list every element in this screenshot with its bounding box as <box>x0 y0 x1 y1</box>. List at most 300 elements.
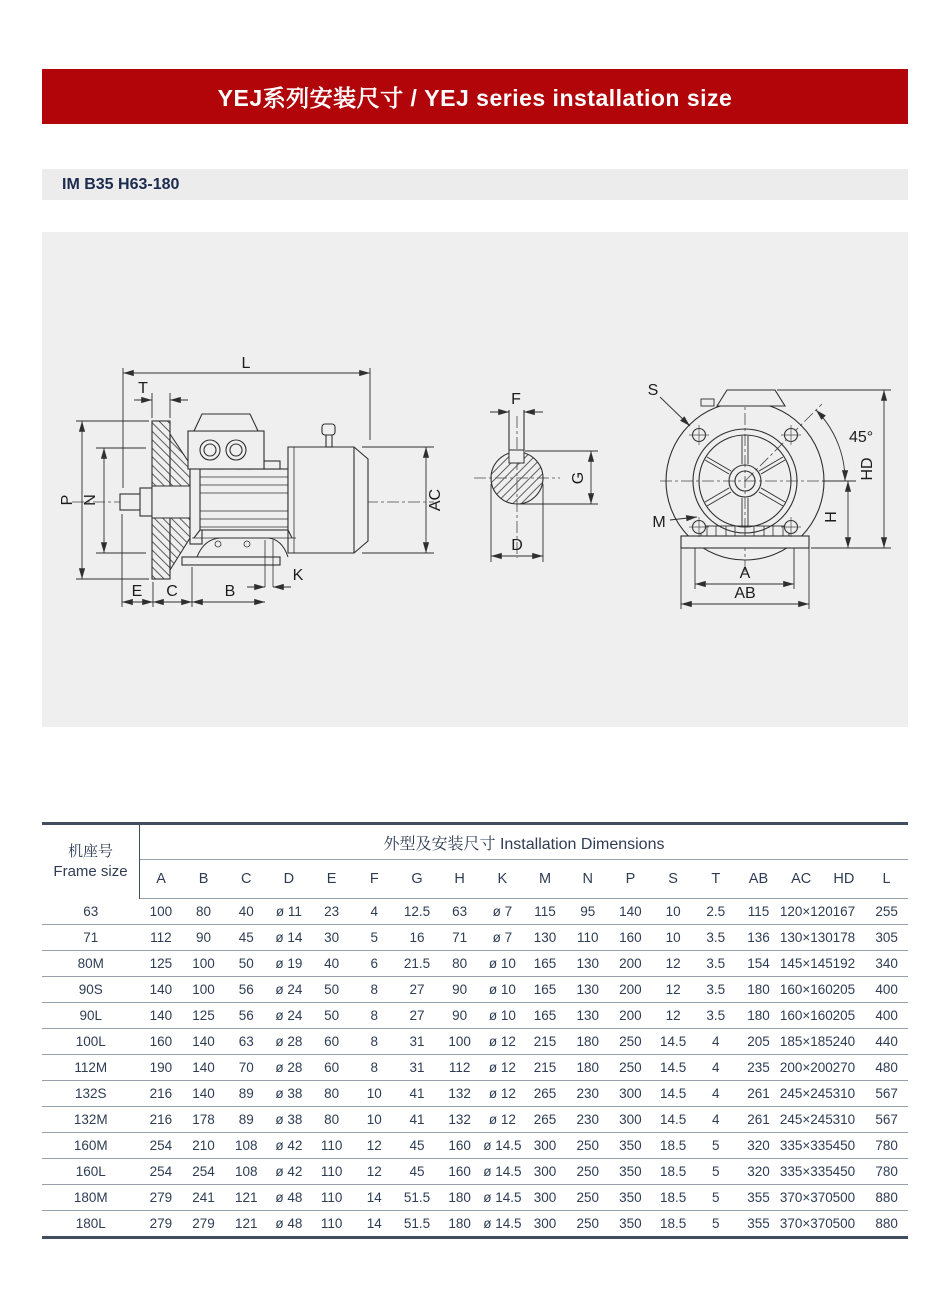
dimension-cell-a: 140 <box>140 1003 183 1029</box>
column-header-h: H <box>438 860 481 899</box>
dim-label-HD: HD <box>859 457 876 481</box>
dimension-cell-ac: 160×160 <box>780 1003 823 1029</box>
end-view-dimensions <box>660 390 891 609</box>
dimension-cell-b: 178 <box>182 1107 225 1133</box>
dimension-cell-h: 160 <box>438 1133 481 1159</box>
dimension-cell-e: 30 <box>310 925 353 951</box>
dimension-cell-t: 4 <box>694 1029 737 1055</box>
dimension-cell-e: 50 <box>310 1003 353 1029</box>
dimension-cell-h: 180 <box>438 1211 481 1238</box>
dimension-cell-p: 200 <box>609 977 652 1003</box>
dimension-cell-t: 5 <box>694 1159 737 1185</box>
dimension-cell-l: 780 <box>865 1159 908 1185</box>
dimension-cell-d: ø 28 <box>268 1055 311 1081</box>
table-row <box>42 1003 908 1029</box>
dimension-cell-g: 12.5 <box>396 899 439 925</box>
drawing-panel <box>42 232 908 727</box>
dimension-cell-hd: 205 <box>823 1003 866 1029</box>
dimension-cell-c: 56 <box>225 977 268 1003</box>
column-header-a: A <box>140 860 183 899</box>
dimension-cell-a: 254 <box>140 1159 183 1185</box>
dim-label-M: M <box>652 514 666 531</box>
dimension-cell-c: 89 <box>225 1107 268 1133</box>
frame-size-cell: 160M <box>42 1133 140 1159</box>
dimension-cell-m: 265 <box>524 1107 567 1133</box>
dimension-cell-l: 305 <box>865 925 908 951</box>
page-title: YEJ系列安装尺寸 / YEJ series installation size <box>217 85 733 111</box>
dimension-cell-ac: 335×335 <box>780 1159 823 1185</box>
dimension-cell-ab: 180 <box>737 977 780 1003</box>
dimension-cell-m: 265 <box>524 1081 567 1107</box>
dimension-cell-l: 880 <box>865 1211 908 1238</box>
dimension-cell-k: ø 7 <box>481 899 524 925</box>
dimension-cell-c: 40 <box>225 899 268 925</box>
dimension-cell-s: 12 <box>652 951 695 977</box>
dimension-cell-l: 400 <box>865 977 908 1003</box>
table-body <box>42 899 908 1238</box>
table-row <box>42 1185 908 1211</box>
dimension-cell-k: ø 7 <box>481 925 524 951</box>
table-row <box>42 977 908 1003</box>
dimension-cell-d: ø 24 <box>268 1003 311 1029</box>
frame-size-cell: 132S <box>42 1081 140 1107</box>
dimension-cell-k: ø 12 <box>481 1029 524 1055</box>
dimension-cell-m: 165 <box>524 977 567 1003</box>
dimension-cell-ac: 120×120 <box>780 899 823 925</box>
dimension-cell-s: 12 <box>652 1003 695 1029</box>
dimension-cell-hd: 500 <box>823 1211 866 1238</box>
dim-label-F: F <box>511 391 521 408</box>
dimension-cell-k: ø 12 <box>481 1081 524 1107</box>
dimension-cell-m: 115 <box>524 899 567 925</box>
column-header-m: M <box>524 860 567 899</box>
dimension-cell-e: 23 <box>310 899 353 925</box>
dimension-cell-c: 70 <box>225 1055 268 1081</box>
dimension-cell-h: 160 <box>438 1159 481 1185</box>
column-header-hd: HD <box>823 860 866 899</box>
dimension-cell-b: 140 <box>182 1055 225 1081</box>
dimension-cell-c: 50 <box>225 951 268 977</box>
dim-label-D: D <box>511 537 523 554</box>
dimension-cell-h: 100 <box>438 1029 481 1055</box>
dimension-cell-n: 130 <box>566 1003 609 1029</box>
dimension-cell-ac: 200×200 <box>780 1055 823 1081</box>
dimension-cell-c: 89 <box>225 1081 268 1107</box>
dimension-cell-t: 3.5 <box>694 951 737 977</box>
dimension-cell-p: 300 <box>609 1081 652 1107</box>
dimension-cell-a: 190 <box>140 1055 183 1081</box>
dimension-cell-hd: 310 <box>823 1107 866 1133</box>
dimension-cell-e: 110 <box>310 1133 353 1159</box>
column-header-g: G <box>396 860 439 899</box>
dimension-cell-n: 230 <box>566 1107 609 1133</box>
dimension-cell-c: 121 <box>225 1211 268 1238</box>
frame-size-cell: 63 <box>42 899 140 925</box>
frame-size-header-zh: 机座号 <box>67 842 113 860</box>
dimension-cell-m: 165 <box>524 1003 567 1029</box>
dimension-cell-ab: 136 <box>737 925 780 951</box>
column-header-k: K <box>481 860 524 899</box>
dimension-cell-h: 71 <box>438 925 481 951</box>
dimension-cell-f: 12 <box>353 1159 396 1185</box>
dimension-cell-t: 5 <box>694 1211 737 1238</box>
dimension-cell-d: ø 14 <box>268 925 311 951</box>
frame-size-cell: 180M <box>42 1185 140 1211</box>
dimension-cell-e: 50 <box>310 977 353 1003</box>
dimension-cell-m: 130 <box>524 925 567 951</box>
dimension-cell-f: 4 <box>353 899 396 925</box>
dimension-cell-ab: 355 <box>737 1211 780 1238</box>
dimension-cell-h: 180 <box>438 1185 481 1211</box>
mounting-type-bar <box>42 169 908 200</box>
dimension-cell-ab: 261 <box>737 1107 780 1133</box>
dimension-cell-p: 300 <box>609 1107 652 1133</box>
dimension-cell-n: 250 <box>566 1211 609 1238</box>
dimension-cell-t: 3.5 <box>694 1003 737 1029</box>
dimension-cell-t: 2.5 <box>694 899 737 925</box>
frame-size-cell: 112M <box>42 1055 140 1081</box>
column-header-f: F <box>353 860 396 899</box>
dimension-cell-hd: 310 <box>823 1081 866 1107</box>
dimension-cell-k: ø 14.5 <box>481 1159 524 1185</box>
installation-dimensions-header: 外型及安装尺寸 Installation Dimensions <box>140 824 909 860</box>
dim-label-AC: AC <box>427 488 444 512</box>
dimension-cell-p: 200 <box>609 951 652 977</box>
dimension-cell-n: 110 <box>566 925 609 951</box>
dimension-cell-s: 18.5 <box>652 1159 695 1185</box>
dimension-cell-ac: 160×160 <box>780 977 823 1003</box>
dimension-cell-s: 18.5 <box>652 1211 695 1238</box>
dimension-cell-b: 140 <box>182 1081 225 1107</box>
dimension-cell-hd: 240 <box>823 1029 866 1055</box>
dimension-cell-f: 5 <box>353 925 396 951</box>
column-header-t: T <box>694 860 737 899</box>
dim-label-A: A <box>739 565 751 582</box>
dimension-cell-a: 254 <box>140 1133 183 1159</box>
dimension-cell-l: 480 <box>865 1055 908 1081</box>
dimension-cell-l: 255 <box>865 899 908 925</box>
dimension-cell-h: 80 <box>438 951 481 977</box>
dimension-cell-ab: 355 <box>737 1185 780 1211</box>
dimension-cell-f: 10 <box>353 1107 396 1133</box>
dimension-cell-h: 112 <box>438 1055 481 1081</box>
dimension-cell-e: 80 <box>310 1081 353 1107</box>
dimension-cell-m: 215 <box>524 1055 567 1081</box>
dim-label-P: P <box>59 494 76 506</box>
dimension-cell-g: 45 <box>396 1159 439 1185</box>
dimension-cell-f: 8 <box>353 1003 396 1029</box>
dimension-cell-e: 110 <box>310 1159 353 1185</box>
dimension-cell-d: ø 24 <box>268 977 311 1003</box>
dimension-cell-m: 300 <box>524 1211 567 1238</box>
table-header-columns-row <box>42 860 908 899</box>
dimension-cell-ac: 245×245 <box>780 1081 823 1107</box>
dimension-cell-t: 3.5 <box>694 925 737 951</box>
dimension-cell-k: ø 14.5 <box>481 1185 524 1211</box>
dim-label-AB: AB <box>734 585 756 602</box>
dimension-cell-ab: 154 <box>737 951 780 977</box>
dimension-cell-m: 215 <box>524 1029 567 1055</box>
dimension-cell-k: ø 12 <box>481 1055 524 1081</box>
dimension-cell-p: 250 <box>609 1029 652 1055</box>
table-row <box>42 1159 908 1185</box>
dimension-cell-ac: 130×130 <box>780 925 823 951</box>
column-header-ac: AC <box>780 860 823 899</box>
table-row <box>42 1055 908 1081</box>
frame-size-cell: 80M <box>42 951 140 977</box>
dimension-cell-ab: 235 <box>737 1055 780 1081</box>
dimension-cell-t: 5 <box>694 1133 737 1159</box>
frame-size-cell: 160L <box>42 1159 140 1185</box>
dim-label-S: S <box>647 382 659 399</box>
frame-size-cell: 71 <box>42 925 140 951</box>
dimension-cell-b: 241 <box>182 1185 225 1211</box>
table-row <box>42 1107 908 1133</box>
dimension-cell-g: 51.5 <box>396 1185 439 1211</box>
dimension-cell-g: 41 <box>396 1107 439 1133</box>
dimension-cell-hd: 178 <box>823 925 866 951</box>
dimension-cell-b: 80 <box>182 899 225 925</box>
dimension-cell-t: 4 <box>694 1081 737 1107</box>
dimension-cell-d: ø 48 <box>268 1211 311 1238</box>
dimension-cell-c: 45 <box>225 925 268 951</box>
dimension-cell-n: 250 <box>566 1133 609 1159</box>
dimension-cell-e: 110 <box>310 1185 353 1211</box>
dimension-cell-k: ø 10 <box>481 951 524 977</box>
dimension-cell-l: 880 <box>865 1185 908 1211</box>
dim-label-N: N <box>82 494 99 506</box>
frame-size-cell: 132M <box>42 1107 140 1133</box>
dimensions-table <box>42 822 908 1239</box>
dimension-cell-a: 160 <box>140 1029 183 1055</box>
dim-label-T: T <box>138 380 148 397</box>
dimension-cell-d: ø 48 <box>268 1185 311 1211</box>
frame-size-cell: 90S <box>42 977 140 1003</box>
dimension-cell-c: 121 <box>225 1185 268 1211</box>
dimension-cell-h: 132 <box>438 1107 481 1133</box>
mounting-type-label: IM B35 H63-180 <box>62 175 180 193</box>
dimension-cell-b: 100 <box>182 977 225 1003</box>
dimension-cell-d: ø 42 <box>268 1159 311 1185</box>
column-header-c: C <box>225 860 268 899</box>
dimension-cell-ab: 180 <box>737 1003 780 1029</box>
dimension-cell-s: 14.5 <box>652 1029 695 1055</box>
dimension-cell-a: 216 <box>140 1081 183 1107</box>
dimension-cell-b: 279 <box>182 1211 225 1238</box>
dimension-cell-g: 41 <box>396 1081 439 1107</box>
installation-drawing <box>42 232 908 727</box>
dimension-cell-a: 279 <box>140 1211 183 1238</box>
dimension-cell-l: 780 <box>865 1133 908 1159</box>
column-header-l: L <box>865 860 908 899</box>
column-header-s: S <box>652 860 695 899</box>
dimension-cell-hd: 167 <box>823 899 866 925</box>
dimension-cell-e: 80 <box>310 1107 353 1133</box>
dimension-cell-ac: 145×145 <box>780 951 823 977</box>
frame-size-cell: 100L <box>42 1029 140 1055</box>
dimension-cell-p: 350 <box>609 1211 652 1238</box>
dimension-cell-n: 180 <box>566 1029 609 1055</box>
dimension-cell-g: 27 <box>396 1003 439 1029</box>
dimension-cell-d: ø 28 <box>268 1029 311 1055</box>
dimension-cell-a: 125 <box>140 951 183 977</box>
dimension-cell-s: 14.5 <box>652 1081 695 1107</box>
dimension-cell-ac: 370×370 <box>780 1185 823 1211</box>
dimension-cell-e: 110 <box>310 1211 353 1238</box>
dimension-cell-ab: 205 <box>737 1029 780 1055</box>
dimension-cell-a: 140 <box>140 977 183 1003</box>
dimension-cell-ac: 245×245 <box>780 1107 823 1133</box>
dimension-cell-n: 180 <box>566 1055 609 1081</box>
frame-size-header-en: Frame size <box>53 862 128 880</box>
dimension-cell-hd: 450 <box>823 1133 866 1159</box>
dimension-cell-t: 4 <box>694 1055 737 1081</box>
dimension-cell-d: ø 38 <box>268 1107 311 1133</box>
dim-label-B: B <box>224 583 236 600</box>
table-row <box>42 1081 908 1107</box>
dimension-cell-g: 45 <box>396 1133 439 1159</box>
frame-size-cell: 180L <box>42 1211 140 1238</box>
frame-size-cell: 90L <box>42 1003 140 1029</box>
dimension-cell-e: 60 <box>310 1055 353 1081</box>
dimension-cell-hd: 192 <box>823 951 866 977</box>
dimension-cell-hd: 270 <box>823 1055 866 1081</box>
dimension-cell-b: 140 <box>182 1029 225 1055</box>
dimension-cell-p: 160 <box>609 925 652 951</box>
dim-label-K: K <box>292 567 304 584</box>
dimension-cell-ac: 335×335 <box>780 1133 823 1159</box>
dimension-cell-ab: 320 <box>737 1133 780 1159</box>
dimension-cell-s: 10 <box>652 925 695 951</box>
dimension-cell-g: 51.5 <box>396 1211 439 1238</box>
column-header-d: D <box>268 860 311 899</box>
dimension-cell-h: 132 <box>438 1081 481 1107</box>
dimension-cell-p: 350 <box>609 1159 652 1185</box>
dimension-cell-l: 440 <box>865 1029 908 1055</box>
dimension-cell-d: ø 38 <box>268 1081 311 1107</box>
dim-label-E: E <box>131 583 143 600</box>
dimension-cell-h: 90 <box>438 977 481 1003</box>
dimension-cell-hd: 500 <box>823 1185 866 1211</box>
dimension-cell-f: 14 <box>353 1185 396 1211</box>
dimension-cell-ab: 261 <box>737 1081 780 1107</box>
dimension-cell-g: 31 <box>396 1029 439 1055</box>
dim-label-45deg: 45° <box>849 429 874 446</box>
dimension-cell-f: 14 <box>353 1211 396 1238</box>
dimension-cell-a: 216 <box>140 1107 183 1133</box>
column-header-e: E <box>310 860 353 899</box>
dimension-cell-p: 200 <box>609 1003 652 1029</box>
dimension-cell-k: ø 10 <box>481 1003 524 1029</box>
dimension-cell-m: 165 <box>524 951 567 977</box>
dimension-cell-ab: 320 <box>737 1159 780 1185</box>
dimension-cell-a: 112 <box>140 925 183 951</box>
dimension-cell-p: 350 <box>609 1133 652 1159</box>
dimension-cell-n: 130 <box>566 951 609 977</box>
dimension-cell-f: 8 <box>353 1055 396 1081</box>
dimension-cell-t: 5 <box>694 1185 737 1211</box>
dimension-cell-h: 63 <box>438 899 481 925</box>
table-row <box>42 1133 908 1159</box>
dimension-cell-n: 250 <box>566 1185 609 1211</box>
dimension-cell-n: 230 <box>566 1081 609 1107</box>
column-header-ab: AB <box>737 860 780 899</box>
table-row <box>42 925 908 951</box>
dimension-cell-a: 279 <box>140 1185 183 1211</box>
dimension-cell-c: 63 <box>225 1029 268 1055</box>
dimension-cell-n: 95 <box>566 899 609 925</box>
dim-label-G: G <box>570 471 587 485</box>
dimension-cell-ab: 115 <box>737 899 780 925</box>
dimension-cell-d: ø 11 <box>268 899 311 925</box>
dimension-cell-n: 250 <box>566 1159 609 1185</box>
table-row <box>42 899 908 925</box>
dimension-cell-k: ø 14.5 <box>481 1211 524 1238</box>
table-row <box>42 1211 908 1238</box>
dimension-cell-t: 3.5 <box>694 977 737 1003</box>
dimension-cell-m: 300 <box>524 1133 567 1159</box>
dimension-cell-l: 340 <box>865 951 908 977</box>
dimension-cell-g: 21.5 <box>396 951 439 977</box>
dimension-cell-s: 10 <box>652 899 695 925</box>
dimension-cell-f: 8 <box>353 1029 396 1055</box>
dimension-cell-ac: 370×370 <box>780 1211 823 1238</box>
table-header-group-row <box>42 824 908 860</box>
side-view <box>120 414 368 587</box>
dimension-cell-e: 60 <box>310 1029 353 1055</box>
dimension-cell-b: 90 <box>182 925 225 951</box>
dimension-cell-b: 100 <box>182 951 225 977</box>
dimension-cell-f: 10 <box>353 1081 396 1107</box>
dimension-cell-e: 40 <box>310 951 353 977</box>
dimension-cell-p: 350 <box>609 1185 652 1211</box>
dimension-cell-k: ø 10 <box>481 977 524 1003</box>
dimension-cell-f: 6 <box>353 951 396 977</box>
dim-label-H: H <box>823 511 840 523</box>
dimension-cell-d: ø 42 <box>268 1133 311 1159</box>
dimension-cell-c: 108 <box>225 1159 268 1185</box>
dimension-cell-g: 16 <box>396 925 439 951</box>
table-row <box>42 951 908 977</box>
dimension-cell-b: 254 <box>182 1159 225 1185</box>
dimension-cell-ac: 185×185 <box>780 1029 823 1055</box>
column-header-p: P <box>609 860 652 899</box>
dim-label-C: C <box>166 583 178 600</box>
frame-size-header <box>42 824 140 899</box>
dimension-cell-h: 90 <box>438 1003 481 1029</box>
dimension-cell-s: 18.5 <box>652 1185 695 1211</box>
dimension-cell-l: 400 <box>865 1003 908 1029</box>
dimension-cell-b: 210 <box>182 1133 225 1159</box>
dimension-cell-g: 31 <box>396 1055 439 1081</box>
title-banner <box>42 69 908 124</box>
dimension-cell-a: 100 <box>140 899 183 925</box>
dimension-cell-b: 125 <box>182 1003 225 1029</box>
column-header-n: N <box>566 860 609 899</box>
dimension-cell-f: 8 <box>353 977 396 1003</box>
dimension-cell-p: 140 <box>609 899 652 925</box>
dimension-cell-hd: 450 <box>823 1159 866 1185</box>
dimension-cell-c: 56 <box>225 1003 268 1029</box>
dimension-cell-l: 567 <box>865 1107 908 1133</box>
table-row <box>42 1029 908 1055</box>
dimension-cell-s: 14.5 <box>652 1055 695 1081</box>
dimension-cell-k: ø 12 <box>481 1107 524 1133</box>
dim-label-L: L <box>241 355 251 372</box>
column-header-b: B <box>182 860 225 899</box>
dimension-cell-d: ø 19 <box>268 951 311 977</box>
dimension-cell-m: 300 <box>524 1185 567 1211</box>
